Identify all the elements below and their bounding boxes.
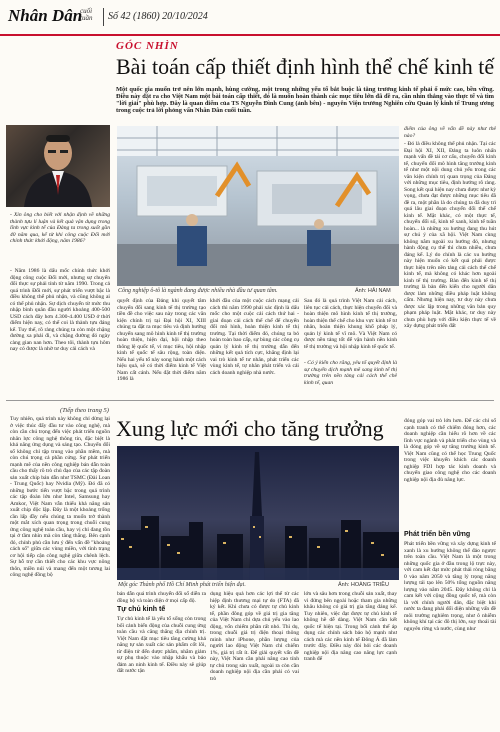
section-label: GÓC NHÌN — [116, 40, 179, 52]
side-answer: - Năm 1986 là dấu mốc chính thức khởi động công cuộc Đổi mới, nhưng sự chuyển đổi thực sự phải tính từ năm 1990. Trong cả quá trình Đổi mới, sự phát triển vượt bậc là điều không thể phủ nhận, và cũng không ai có thể phủ nhận. Sự dịch chuyển từ mức thu nhập bình quân đầu người khoảng 400-500 USD cách đây hơn 4.300-4.400 USD ở thời điểm hiện nay, có thể coi là thành tựu đáng kể. Tuy thế, rõ ràng chúng ta còn một chặng đường xa phải đi, và chặng đường đó ngày càng gian nan hơn. Theo tôi, thành tựu hôm nay có được là nhờ tư duy cải cách và — [10, 268, 110, 352]
factory-credit: Ảnh: HẢI NAM — [355, 288, 391, 294]
city-skyline — [117, 446, 399, 580]
article1-lead: Một quốc gia muốn trở nên lớn mạnh, hùng cường, một trong những yếu tố bắt buộc là tăng trưởng kinh tế phải ổ mức cao, bền vững. Điều này đặt ra cho Việt Nam một bài toán cấp thiết, đó là muốn hoàn thành các mục tiêu lớn đã đề ra, cần nhìn thẳng vào thực tế và tìm "lời giải" phù hợp. Đây là quan điểm của TS Nguyễn Đình Cung (ảnh bên) - nguyên Viện trưởng Nghiên cứu Quản lý kinh tế Trung ương trong cuộc trả lời phỏng vấn Nhân Dân cuối tuần. — [116, 86, 494, 115]
article2-col1-intro: bán dẫn quá trình chuyển đổi số diễn ra đồng bộ và toàn diện ở mọi cấp độ. — [117, 591, 206, 604]
masthead-logo-sub: cuối tuần — [80, 7, 93, 22]
article1-col1: quyết định của Đảng khi quyết tâm chuyển đổi sang kinh tế thị trường tạo tiền đề cho việc sau này trong các văn kiện chính trị tại Đại hội XI, XIII chúng ta đặt ra mục tiêu và định hướng chuyển sang mô hình kinh tế thị trường hoàn thiện, hiện đại, hội nhập theo thông lệ quốc tế, vì mục tiêu, hội nhập kinh tế quốc tế sâu rộng, toàn diện. Nếu hai yếu tố này song hành một cách hiệu quả, sẽ có thời điểm kinh tế Việt Nam cất cánh. Nếu đặt thời điểm năm 1986 là — [117, 298, 206, 382]
portrait-photo — [6, 125, 110, 207]
article2-left-col: Tuy nhiên, quá trình này không chỉ dừng lại ở việc thúc đẩy đầu tư vào công nghệ, mà còn cần chú trọng đến việc phát triển nguồn nhân lực công nghệ thông tin, đặc biệt là khả năng ứng dụng và sáng tạo. Chuyển đổi số không chỉ tập trung vào phần mềm, mà còn chú trọng cả phần cứng. Sự phát triển mạnh mẽ của nền công nghiệp bán dẫn toàn cầu cho thấy rõ trò chủ đạo của các tập đoàn sản xuất chip bán dẫn như TSMC (Đài Loan - Trung Quốc) hay Nvidia (Mỹ). Đó đã có những bước tiến vượt bậc trong quá trình các tập đoàn lớn như Intel, Samsung hay Amkor, Việt Nam vẫn thiếu khả năng sản xuất chip độc lập. Đây là một khoảng trống cần lấp đầy nếu chúng ta muốn trở thành một mắt xích quan trọng trong chuỗi cung ứng công nghệ toàn cầu, hay vị chỉ đang tồn tại ở tầm nhìn mà còn tăng thắng. Bên cạnh đó, chính phủ cần lưu ý đến vấn đề "khoảng cách số" giữa các vùng miền, với tình trạng cơ hội tiếp cận công nghệ giữa chênh lệch. Sự hỗ trợ cần thiết cho các khu vực nông thôn, miền núi và mang đến một tương lai công nghệ đồng bộ — [10, 416, 110, 578]
article1-right-text: - Đó là điều không thể phủ nhận. Tại các Đại hội XI, XII, Đảng ta luôn nhấn mạnh vấn đề tái cơ cấu, chuyển đổi kinh tế, chuyển đổi mô hình tăng trưởng kinh tế như một nội dung chủ yếu trong các văn kiện chính trị quan trọng của Đảng với những mục tiêu, định hướng rõ ràng. Song kết quả hiện nay chưa được như kỳ vọng, chưa đạt được những mục tiêu đã đề ra, một phần là do chúng ta đã duy trì quá lâu giai đoạn chuyển đổi thể chế kinh tế. Mặt khác, có một thực tế, chuyển đổi số, kinh tế xanh, kinh tế tuần hoàn... là những xu hướng đang thu hút sự chú ý của xã hội. Việt Nam cùng không nằm ngoài xu hướng đó, nhưng hành động cụ thể thì chưa nhiều, chưa đáng kể. Lý do chính là các xu hướng này hiện muốn có kết quả phải được thực hiện trên nền tảng cải cách thể chế kinh tế, mà không có khác hơn ngoài kinh tế thị trường. Bàn đến kinh tế thị trường là bàn đến kiến cho người dân được làm những điều pháp luật không cấm. Nhưng hiện nay, tư duy này chưa được xác lập trong những văn bản quy phạm pháp luật. Mặt khác, tư duy này chưa phù hợp với điều kiện thực tế về xây dựng phát triển đất — [404, 141, 496, 329]
city-caption: Một góc Thành phố Hồ Chí Minh phát triển hiện đại. — [118, 582, 246, 588]
article2-col2: dụng hiệu quả hơn các lợi thế từ các hiệp định thương mại tự do (FTA) đã ký kết. Khi chưa có được tự chủ kinh tế, phần đông góp về giá trị gia tăng của Việt Nam chỉ dựa chủ yếu vào lao động, vốn chiếm phần rất nhỏ. Thì dụ, trong chuỗi giá trị điện thoại thông minh như iPhone, phần lượng của người lao động Việt Nam chỉ chiếm 1%, giá trị rất ít. Để giải quyết vấn đề này, Việt Nam cần phải nâng cao tính tự chủ trong sản xuất, ngoài ra còn cần doanh nghiệp nội địa cần phải có vai trò — [210, 591, 299, 682]
side-question: - Xin ông cho biết với nhận định về những thành tựu lí luận và kết quả vận dụng trong lĩnh vực kinh tế của Đảng ta trong suốt gần 40 năm qua, kể từ khi công cuộc Đổi mới chính thức khởi động, năm 1986? — [10, 212, 110, 244]
article2-col1-text: Tự chủ kinh tế là yếu tố sống còn trong bối cảnh biến động của chuỗi cung ứng toàn cầu và căng thẳng địa chính trị. Việt Nam đặt mục tiêu tăng cường khả năng tự sản xuất các sản phẩm cốt lõi, từ điện tử đến dược phẩm, nhằm giảm sự phụ thuộc vào nhập khẩu và bảo đảm an ninh kinh tế. Điều này sẽ giúp đất nước tận — [117, 616, 206, 674]
article-divider — [6, 400, 494, 401]
article1-title: Bài toán cấp thiết định hình thể chế kinh tế — [116, 54, 495, 79]
factory-scene — [117, 126, 399, 286]
article1-col3-question: - Có ý kiến cho rằng, yêu tố quyết định là sự chuyển dịch mạnh mẽ sang kinh tế thị trường trên nền tảng cải cách thể chế kinh tế, quan — [304, 360, 397, 386]
article2-right-heading: Phát triển bền vững — [404, 531, 471, 538]
city-photo — [117, 446, 399, 580]
factory-caption: Công nghiệp ô-tô là ngành đang được nhiều nhà đầu tư quan tâm. — [118, 288, 278, 294]
masthead-divider — [103, 8, 104, 26]
portrait-figure — [6, 125, 110, 207]
masthead-logo: Nhân Dân — [8, 6, 83, 25]
masthead-rule — [0, 34, 500, 36]
article2-right-col: đóng góp vai trò lớn hơn. Để các chỉ số cạnh tranh có thể chiếm đóng hơn, các doanh nghiệp cần hiểu rõ hơn về các lĩnh vực ngành và phát triển cho vùng và là đóng góp về sự tăng trưởng kinh tế. Việt Nam cũng có thể học Trung Quốc trong việc khuyến khích các doanh nghiệp FDI hợp tác kinh doanh và chuyển giao công nghệ cho các doanh nghiệp nội địa đủ năng lực. — [404, 418, 496, 483]
article2-col1-heading: Tự chủ kinh tế — [117, 606, 166, 613]
masthead — [0, 0, 500, 36]
issue-info: Số 42 (1860) 20/10/2024 — [108, 11, 208, 22]
article2-right-col2: Phát triển bền vững và xây dựng kinh tế xanh là xu hướng không thể đảo ngược trên toàn cầu. Việt Nam là một trong những quốc gia ở đầu trong lộ trực này, với cam kết đạt mức phát thải ròng bằng 0 vào năm 2050 và tăng lý trọng năng lượng tái tạo lên 50% tổng nguồn năng lượng vào năm 2045. Đây không chỉ là cam kết với cộng đồng quốc tế, mà còn là với chính người dân, đặc biệt khi nước ta đang phải đối diện những vấn đề môi trường nghiêm trọng, như ô nhiễm không khí tại các đô thị lớn, suy thoái tài nguyên rừng và nước, cùng như — [404, 541, 496, 632]
article2-col3: lớn và sâu hơn trong chuỗi sản xuất, thay vì đứng bên ngoài hoặc tham gia những khâu không có giá trị gia tăng đáng kể. Tuy nhiên, việc đạt được tự chủ kinh tế không hề dễ dàng. Việt Nam cần kết quốc tế hiện tại. Trong bối cảnh thế áp dụng các chính sách bảo hộ mạnh như cách mà các nền kinh tế Đông Á đã làm trước đây. Điều này đòi hỏi các doanh nghiệp nội địa nâng cao năng lực cạnh tranh để — [304, 591, 397, 662]
article2-title: Xung lực mới cho tăng trưởng — [116, 416, 384, 441]
city-credit: Ảnh: HOÀNG TRIỀU — [338, 582, 389, 588]
article1-right-question: điểm của ông về vấn đề này như thế nào? — [404, 126, 496, 139]
article1-col3: Sau đó là quá trình Việt Nam cải cách, liên tục cải cách, thực hiện chuyển đổi và hoàn thiện mô hình kinh tế thị trường, hoàn thiện thể chế cho khu vực kinh tế tư nhân, hoàn thiện khung khổ pháp lý, quản lý kinh tế vĩ mô. Và Việt Nam có được nền tảng tốt để vận hành nền kinh tế thị trường và hội nhập kinh tế quốc tế. — [304, 298, 397, 350]
continued-marker: (Tiếp theo trang 5) — [60, 407, 109, 414]
article1-col2: khởi đầu của một cuộc cách mạng cải cách thì năm 1990 phải xác định là dấu mốc cho một cuộc cải cách thứ hai - giai đoạn cải cách thể chế để chuyển đổi mô hình, hoàn thiện kinh tế thị trường. Tại thời điểm đó, chúng ta bỏ hoàn toàn bao cấp, sự bùng các công cụ quản lý kinh tế thị trường dẫn đến những kết quả tích cực, khẳng định lại vai trò kinh tế tư nhân, phát triển các vùng kinh tế, tự nhân phát triển và cải cách doanh nghiệp nhà nước. — [210, 298, 299, 376]
factory-photo — [117, 126, 399, 286]
